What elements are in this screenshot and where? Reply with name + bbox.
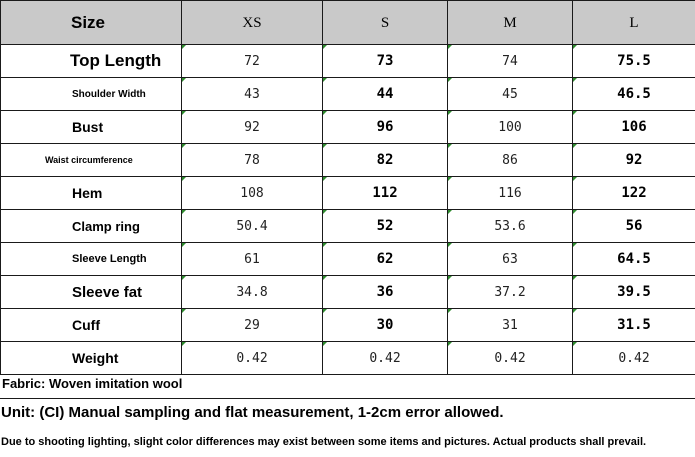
row-label-clamp-ring: Clamp ring [72, 218, 140, 234]
value-waist-l: 92 [625, 152, 643, 168]
value-bust-xs: 92 [244, 120, 260, 135]
value-cell [182, 243, 323, 276]
value-cell [573, 243, 695, 276]
size-header-m: M [503, 14, 517, 31]
value-top-length-s: 73 [376, 53, 394, 69]
value-cuff-l: 31.5 [617, 317, 651, 333]
value-cell [448, 111, 573, 144]
value-cell [448, 276, 573, 309]
header-cell-m [448, 1, 573, 45]
value-top-length-m: 74 [502, 54, 518, 69]
value-cell [182, 45, 323, 78]
value-sleeve-fat-s: 36 [376, 284, 394, 300]
table-row [1, 342, 695, 375]
value-top-length-l: 75.5 [617, 53, 651, 69]
header-cell-s [323, 1, 448, 45]
value-cell [182, 111, 323, 144]
value-cell [323, 111, 448, 144]
row-label-cell [1, 210, 182, 243]
value-cell [182, 78, 323, 111]
value-weight-l: 0.42 [618, 351, 650, 366]
divider [0, 398, 695, 399]
header-row [1, 1, 695, 45]
row-label-sleeve-fat: Sleeve fat [72, 283, 143, 301]
row-label-waist: Waist circumference [45, 155, 133, 165]
value-hem-xs: 108 [240, 186, 264, 201]
unit-note: Unit: (CI) Manual sampling and flat measurement, 1-2cm error allowed. [1, 404, 504, 421]
size-header-l: L [629, 14, 639, 31]
row-label-shoulder-width: Shoulder Width [72, 88, 146, 100]
row-label-bust: Bust [72, 119, 104, 135]
header-cell-label [1, 1, 182, 45]
value-cuff-xs: 29 [244, 318, 260, 333]
value-sleeve-fat-m: 37.2 [494, 285, 526, 300]
value-bust-s: 96 [376, 119, 394, 135]
value-cell [448, 342, 573, 375]
disclaimer-note: Due to shooting lighting, slight color differences may exist between some items and pictures. Actual products shall prevail. [1, 436, 647, 448]
table-row [1, 144, 695, 177]
value-cell [323, 309, 448, 342]
value-cell [573, 276, 695, 309]
size-header-xs: XS [242, 14, 262, 31]
row-label-sleeve-length: Sleeve Length [72, 253, 147, 265]
value-weight-s: 0.42 [369, 351, 401, 366]
value-bust-m: 100 [498, 120, 522, 135]
value-sleeve-fat-xs: 34.8 [236, 285, 268, 300]
table-row [1, 78, 695, 111]
value-cell [323, 210, 448, 243]
row-label-cell [1, 309, 182, 342]
header-cell-l [573, 1, 695, 45]
value-bust-l: 106 [621, 119, 647, 135]
value-hem-m: 116 [498, 186, 522, 201]
value-clamp-ring-m: 53.6 [494, 219, 526, 234]
row-label-top-length: Top Length [70, 51, 162, 70]
row-label-hem: Hem [72, 185, 103, 201]
value-cell [573, 210, 695, 243]
value-weight-xs: 0.42 [236, 351, 268, 366]
value-shoulder-width-xs: 43 [244, 87, 260, 102]
size-header-label: Size [71, 12, 106, 32]
value-top-length-xs: 72 [244, 54, 260, 69]
value-waist-xs: 78 [244, 153, 260, 168]
value-cell [573, 309, 695, 342]
value-cell [182, 309, 323, 342]
table-row [1, 45, 695, 78]
value-cell [573, 177, 695, 210]
value-cell [323, 243, 448, 276]
value-sleeve-length-l: 64.5 [617, 251, 651, 267]
value-cell [323, 177, 448, 210]
row-label-cell [1, 111, 182, 144]
value-sleeve-length-xs: 61 [244, 252, 260, 267]
value-weight-m: 0.42 [494, 351, 526, 366]
size-header-s: S [380, 14, 390, 31]
value-cell [573, 342, 695, 375]
value-cell [182, 210, 323, 243]
value-cell [573, 45, 695, 78]
value-cell [323, 342, 448, 375]
row-label-cell [1, 78, 182, 111]
value-shoulder-width-l: 46.5 [617, 86, 651, 102]
value-cell [323, 276, 448, 309]
value-clamp-ring-s: 52 [376, 218, 394, 234]
row-label-weight: Weight [72, 350, 119, 366]
row-label-cell [1, 177, 182, 210]
value-cell [182, 276, 323, 309]
value-cell [448, 243, 573, 276]
value-cell [323, 45, 448, 78]
table-row [1, 111, 695, 144]
value-shoulder-width-m: 45 [502, 87, 518, 102]
value-cell [182, 144, 323, 177]
value-cell [573, 78, 695, 111]
header-cell-xs [182, 1, 323, 45]
value-cell [448, 177, 573, 210]
value-sleeve-fat-l: 39.5 [617, 284, 651, 300]
value-sleeve-length-s: 62 [376, 251, 394, 267]
row-label-cell [1, 243, 182, 276]
value-clamp-ring-xs: 50.4 [236, 219, 268, 234]
value-cell [182, 342, 323, 375]
value-sleeve-length-m: 63 [502, 252, 518, 267]
value-cell [448, 309, 573, 342]
value-cell [573, 111, 695, 144]
value-cell [448, 210, 573, 243]
row-label-cuff: Cuff [72, 317, 100, 333]
value-cell [448, 144, 573, 177]
value-clamp-ring-l: 56 [625, 218, 643, 234]
value-cell [448, 78, 573, 111]
value-waist-s: 82 [376, 152, 394, 168]
table-row [1, 276, 695, 309]
value-shoulder-width-s: 44 [376, 86, 394, 102]
row-label-cell [1, 144, 182, 177]
value-hem-s: 112 [372, 185, 398, 201]
row-label-cell [1, 45, 182, 78]
value-cell [448, 45, 573, 78]
row-label-cell [1, 276, 182, 309]
table-row [1, 309, 695, 342]
value-cell [182, 177, 323, 210]
table-row [1, 210, 695, 243]
value-cell [573, 144, 695, 177]
value-cuff-s: 30 [376, 317, 394, 333]
value-cell [323, 144, 448, 177]
fabric-note: Fabric: Woven imitation wool [2, 376, 183, 391]
table-row [1, 177, 695, 210]
table-row [1, 243, 695, 276]
row-label-cell [1, 342, 182, 375]
value-hem-l: 122 [621, 185, 647, 201]
value-cuff-m: 31 [502, 318, 518, 333]
value-cell [323, 78, 448, 111]
value-waist-m: 86 [502, 153, 518, 168]
